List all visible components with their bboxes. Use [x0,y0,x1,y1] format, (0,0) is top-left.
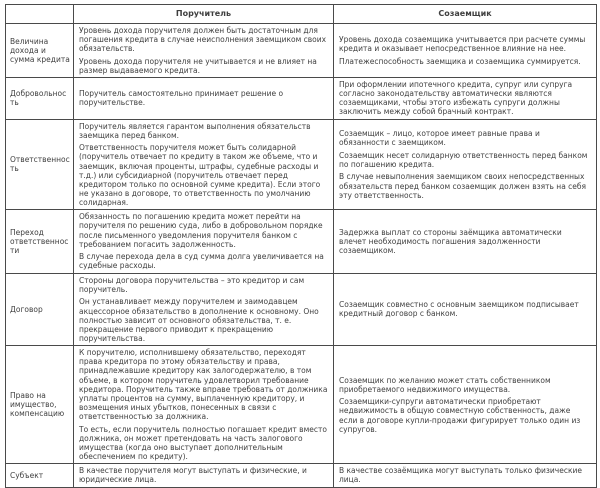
paragraph: Созаемщик несет солидарную ответственность перед банком по погашению кредита. [339,150,588,169]
header-corner-cell [6,5,74,24]
paragraph: В качестве поручителя могут выступать и физические, и юридические лица. [79,466,307,485]
row-label: Субъект [6,464,74,487]
guarantor-cell [74,23,334,77]
paragraph: Созаемщик по желанию может стать собственником приобретаемого недвижимого имущества. [339,375,551,394]
table-row-contract [6,273,597,345]
paragraph: Задержка выплат со стороны заёмщика автоматически влечет необходимость погашения задолженности созаемщиком. [339,227,562,256]
header-coborrower: Созаемщик [334,5,597,24]
coborrower-cell [334,23,597,77]
paragraph: Он устанавливает между поручителем и заимодавцем акцессорное обязательство в дополнение к основному. Оно полностью зависит от основного обязательства, т. е. прекращение первого приводит к прекращению поручительства. [79,297,319,343]
paragraph: Ответственность поручителя может быть солидарной (поручитель отвечает по кредиту в таком же объеме, что и заемщик, включая проценты, штрафы, судебные расходы и т.д.) или субсидиарной (поручитель отвечает перед кредитором только по основной сумме кредита). Если этого не указано в договоре, то ответственность по умолчанию солидарная. [79,143,321,208]
paragraph: Стороны договора поручительства – это кредитор и сам поручитель. [79,275,305,294]
table-row-subject [6,464,597,487]
coborrower-cell [334,346,597,464]
table-row-responsibility [6,119,597,210]
row-label: Переход ответственности [6,210,74,273]
paragraph: Обязанность по погашению кредита может перейти на поручителя по решению суда, либо в добровольном порядке после письменного уведомления поручителя банком с требованием погасить задолженность. [79,212,323,249]
table-row-property-rights [6,346,597,464]
guarantor-cell [74,119,334,210]
guarantor-cell [74,273,334,345]
paragraph: Уровень дохода созаемщика учитывается при расчете суммы кредита и оказывает непосредственное влияние на нее. [339,34,586,54]
row-label: Договор [6,273,74,345]
row-label: Добровольность [6,77,74,119]
row-label: Право на имущество, компенсацию [6,346,74,464]
coborrower-cell [334,77,597,119]
paragraph: К поручителю, исполнившему обязательство, переходят права кредитора по этому обязательству и права, принадлежавшие кредитору как залогодержателю, в том объеме, в котором поручитель удовлетворил требование кредитора. Поручитель также вправе требовать от должника уплаты процентов на сумму, выплаченную кредитору, и возмещения иных убытков, понесенных в связи с ответственностью за должника. [79,348,328,422]
table-row-responsibility-transfer [6,210,597,273]
coborrower-cell [334,464,597,487]
paragraph: Созаемщики-супруги автоматически приобретают недвижимость в общую совместную собственность, даже если в договоре купли-продажи фигурирует только один из супругов. [339,397,581,434]
coborrower-cell [334,210,597,273]
paragraph: Платежеспособность заемщика и созаемщика суммируется. [339,56,581,66]
guarantor-cell [74,77,334,119]
guarantor-vs-coborrower-table [5,4,597,488]
row-label: Величина дохода и сумма кредита [6,23,74,77]
paragraph: Поручитель является гарантом выполнения обязательств заемщика перед банком. [79,121,311,140]
paragraph: Созаемщик – лицо, которое имеет равные права и обязанности с заемщиком. [339,128,540,148]
coborrower-cell [334,273,597,345]
table-row-income-sum [6,23,597,77]
paragraph: Уровень дохода поручителя должен быть достаточным для погашения кредита в случае неисполнения заемщиком своих обязательств. [79,25,327,54]
coborrower-cell [334,119,597,210]
paragraph: Поручитель самостоятельно принимает решение о поручительстве. [79,89,284,108]
guarantor-cell [74,346,334,464]
table-row-voluntariness [6,77,597,119]
header-guarantor: Поручитель [74,5,334,24]
guarantor-cell [74,464,334,487]
paragraph: В случае перехода дела в суд сумма долга увеличивается на судебные расходы. [79,252,324,271]
paragraph: В качестве созаёмщика могут выступать только физические лица. [339,466,582,485]
row-label: Ответственность [6,119,74,210]
paragraph: Созаемщик совместно с основным заемщиком подписывает кредитный договор с банком. [339,300,579,319]
header-row [6,5,597,24]
paragraph: При оформлении ипотечного кредита, супруг или супруга согласно законодательству автоматически являются созаемщиками, чтобы этого избежать супруги должны заключить между собой брачный контракт. [339,79,573,117]
guarantor-cell [74,210,334,273]
paragraph: То есть, если поручитель полностью погашает кредит вместо должника, он может претендовать на часть залогового имущества (когда оно выступает дополнительным обеспечением по кредиту). [79,424,327,462]
paragraph: Уровень дохода поручителя не учитывается и не влияет на размер выдаваемого кредита. [79,56,317,75]
paragraph: В случае невыполнения заемщиком своих непосредственных обязательств перед банком созаемщик должен взять на себя эту ответственность. [339,172,587,200]
